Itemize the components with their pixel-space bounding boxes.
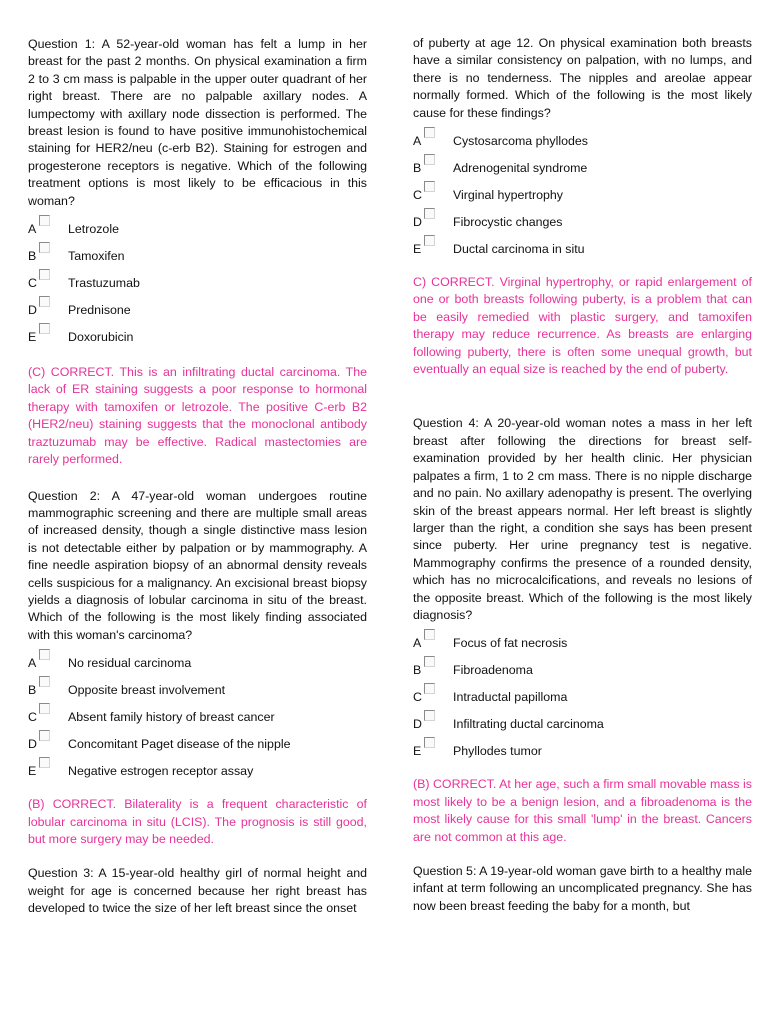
answer-checkbox[interactable]: [39, 215, 50, 226]
option-text: Infiltrating ductal carcinoma: [453, 717, 604, 732]
answer-checkbox[interactable]: [39, 269, 50, 280]
option-letter: E: [413, 242, 422, 257]
option-row: [413, 656, 752, 683]
answer-checkbox[interactable]: [424, 737, 435, 748]
option-letter: C: [28, 276, 37, 291]
option-letter: D: [28, 737, 37, 752]
option-row: [413, 737, 752, 764]
question-1-options: [28, 215, 367, 350]
option-row: [28, 215, 367, 242]
answer-checkbox[interactable]: [424, 181, 435, 192]
answer-checkbox[interactable]: [424, 127, 435, 138]
option-text: No residual carcinoma: [68, 656, 192, 671]
option-letter: D: [28, 303, 37, 318]
option-row: [28, 757, 367, 784]
option-row: [28, 242, 367, 269]
option-row: [28, 730, 367, 757]
answer-checkbox[interactable]: [39, 676, 50, 687]
option-text: Fibrocystic changes: [453, 215, 563, 230]
question-3-explanation: C) CORRECT. Virginal hypertrophy, or rapid enlargement of one or both breasts following puberty, is a problem that can be easily remedied with plastic surgery, and tamoxifen therapy may reduce recurrence. As breasts are enlarging following puberty, there is often some unequal growth, but eventually an equal size is reached by the end of puberty.: [413, 275, 752, 377]
answer-checkbox[interactable]: [39, 703, 50, 714]
option-row: [413, 127, 752, 154]
answer-checkbox[interactable]: [39, 242, 50, 253]
option-letter: B: [28, 249, 37, 264]
option-row: [413, 710, 752, 737]
question-3-stem-part1: Question 3: A 15-year-old healthy girl of normal height and weight for age is concerned because her right breast has developed to twice the size of her left breast since the onset: [28, 866, 367, 916]
question-1-stem: Question 1: A 52-year-old woman has felt a lump in her breast for the past 2 months. On physical examination a firm 2 to 3 cm mass is palpable in the upper outer quadrant of her right breast. There are no palpable axillary nodes. A lumpectomy with axillary node dissection is performed. The breast lesion is found to have positive immunohistochemical staining for HER2/neu (c-erb B2). Staining for estrogen and progesterone receptors is negative. Which of the following treatment options is most likely to be efficacious in this woman?: [28, 37, 367, 208]
option-row: [28, 703, 367, 730]
option-text: Focus of fat necrosis: [453, 636, 568, 651]
question-5-stem: Question 5: A 19-year-old woman gave birth to a healthy male infant at term following an uncomplicated pregnancy. She has now been breast feeding the baby for a month, but: [413, 863, 752, 913]
question-4-explanation: (B) CORRECT. At her age, such a firm small movable mass is most likely to be a benign lesion, and a fibroadenoma is the most likely cause for this small 'lump' in the breast. Cancers are not common at this age.: [413, 777, 752, 844]
left-column: [28, 0, 367, 918]
option-letter: C: [413, 188, 422, 203]
right-column: [413, 0, 752, 915]
option-text: Fibroadenoma: [453, 663, 533, 678]
option-text: Intraductal papilloma: [453, 690, 568, 705]
answer-checkbox[interactable]: [39, 323, 50, 334]
option-letter: E: [28, 330, 37, 345]
option-text: Virginal hypertrophy: [453, 188, 563, 203]
option-text: Adrenogenital syndrome: [453, 161, 588, 176]
option-row: [28, 676, 367, 703]
option-row: [28, 296, 367, 323]
option-row: [413, 235, 752, 262]
option-text: Ductal carcinoma in situ: [453, 242, 585, 257]
option-row: [413, 181, 752, 208]
option-text: Letrozole: [68, 222, 119, 237]
answer-checkbox[interactable]: [39, 730, 50, 741]
option-letter: D: [413, 717, 422, 732]
option-text: Concomitant Paget disease of the nipple: [68, 737, 291, 752]
answer-checkbox[interactable]: [424, 710, 435, 721]
option-letter: A: [413, 636, 422, 651]
option-letter: C: [413, 690, 422, 705]
question-3-stem-part2: of puberty at age 12. On physical examination both breasts have a similar consistency on palpation, with no lumps, and there is no tenderness. The nipples and areolae appear normally formed. Which of the following is the most likely cause for these findings?: [413, 36, 752, 120]
option-letter: E: [413, 744, 422, 759]
question-2-options: [28, 649, 367, 784]
option-letter: B: [413, 663, 422, 678]
option-letter: D: [413, 215, 422, 230]
option-text: Cystosarcoma phyllodes: [453, 134, 588, 149]
option-text: Absent family history of breast cancer: [68, 710, 275, 725]
answer-checkbox[interactable]: [424, 629, 435, 640]
option-row: [28, 269, 367, 296]
option-text: Phyllodes tumor: [453, 744, 542, 759]
answer-checkbox[interactable]: [39, 296, 50, 307]
option-letter: A: [28, 656, 37, 671]
answer-checkbox[interactable]: [424, 208, 435, 219]
option-row: [413, 629, 752, 656]
answer-checkbox[interactable]: [424, 683, 435, 694]
option-letter: E: [28, 764, 37, 779]
option-letter: A: [413, 134, 422, 149]
option-text: Prednisone: [68, 303, 131, 318]
question-1-explanation: (C) CORRECT. This is an infiltrating ductal carcinoma. The lack of ER staining suggests a poor response to hormonal therapy with tamoxifen or letrozole. The positive C-erb B2 (HER2/neu) staining suggests that the monoclonal antibody traztuzumab may be effective. Radical mastectomies are rarely performed.: [28, 365, 367, 467]
option-text: Doxorubicin: [68, 330, 134, 345]
question-3-options: [413, 127, 752, 262]
option-text: Negative estrogen receptor assay: [68, 764, 254, 779]
question-2-explanation: (B) CORRECT. Bilaterality is a frequent characteristic of lobular carcinoma in situ (LCIS). The prognosis is still good, but more surgery may be needed.: [28, 797, 367, 846]
question-4-options: [413, 629, 752, 764]
option-row: [413, 683, 752, 710]
option-row: [28, 323, 367, 350]
option-letter: B: [413, 161, 422, 176]
answer-checkbox[interactable]: [424, 656, 435, 667]
option-letter: C: [28, 710, 37, 725]
option-letter: B: [28, 683, 37, 698]
option-text: Tamoxifen: [68, 249, 125, 264]
answer-checkbox[interactable]: [424, 235, 435, 246]
option-text: Trastuzumab: [68, 276, 140, 291]
option-letter: A: [28, 222, 37, 237]
option-row: [413, 208, 752, 235]
answer-checkbox[interactable]: [424, 154, 435, 165]
question-2-stem: Question 2: A 47-year-old woman undergoes routine mammographic screening and there are multiple small areas of increased density, though a single distinctive mass lesion is not detectable either by palpation or by mammography. A fine needle aspiration biopsy of an abnormal density reveals cells suspicious for a malignancy. An excisional breast biopsy yields a diagnosis of lobular carcinoma in situ of the breast. Which of the following is the most likely finding associated with this woman's carcinoma?: [28, 488, 367, 642]
option-row: [413, 154, 752, 181]
question-4-stem: Question 4: A 20-year-old woman notes a mass in her left breast after following the directions for breast self-examination provided by her health clinic. Her physician palpates a firm, 1 to 2 cm mass. There is no nipple discharge and no pain. No axillary adenopathy is present. The overlying skin of the breast appears normal. Her left breast is slightly larger than the right, a condition she says has been present since puberty. Her urine pregnancy test is negative. Mammography confirms the presence of a rounded density, which has no microcalcifications, and reveals no lesions of the opposite breast. Which of the following is the most likely diagnosis?: [413, 416, 752, 622]
answer-checkbox[interactable]: [39, 649, 50, 660]
option-text: Opposite breast involvement: [68, 683, 226, 698]
answer-checkbox[interactable]: [39, 757, 50, 768]
option-row: [28, 649, 367, 676]
